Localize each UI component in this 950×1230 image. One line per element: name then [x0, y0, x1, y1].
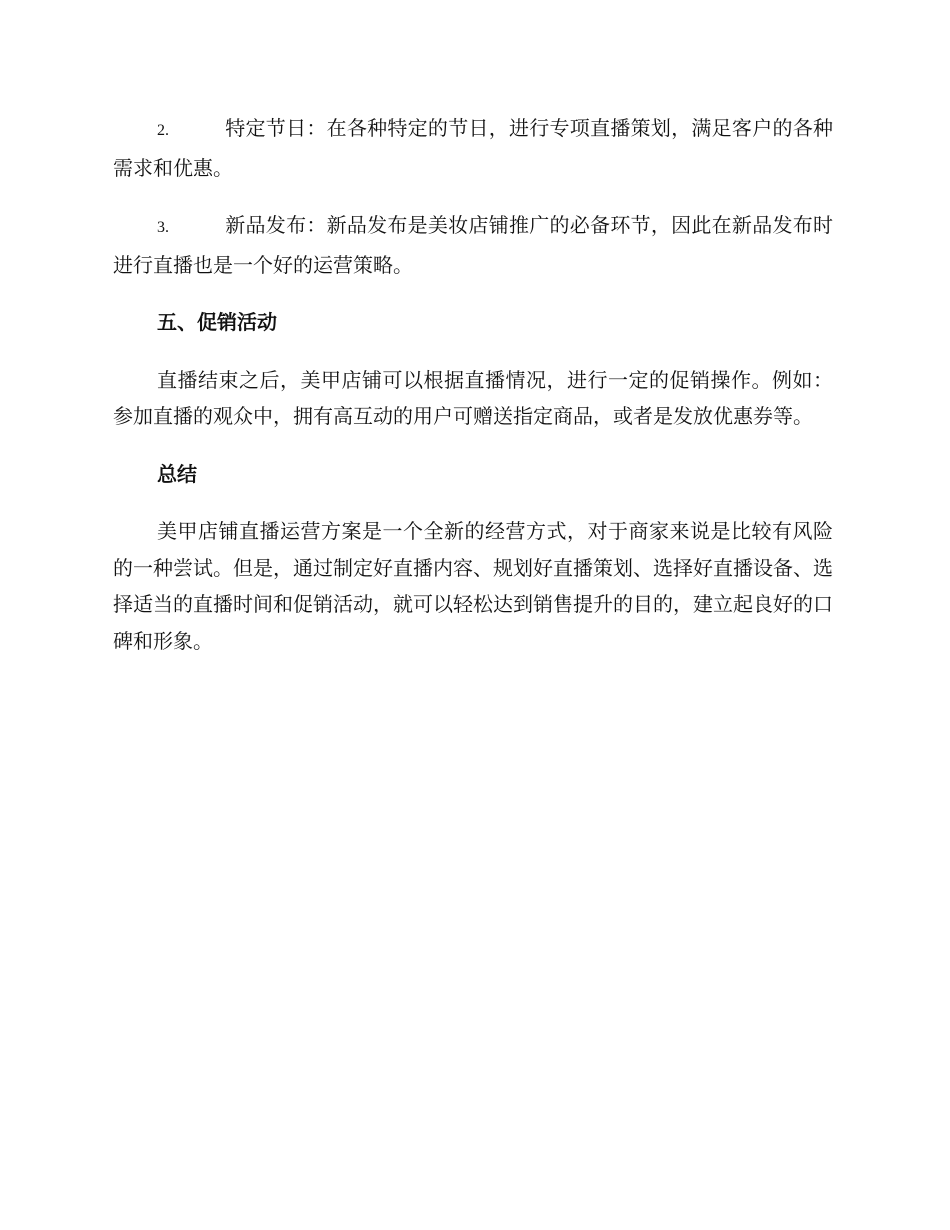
- list-item-text: 新品发布：新品发布是美妆店铺推广的必备环节，因此在新品发布时进行直播也是一个好的运营策略。: [113, 213, 833, 277]
- list-number: 3.: [157, 219, 169, 236]
- section-heading-promotion: 五、促销活动: [157, 310, 277, 334]
- list-item-text: 特定节日：在各种特定的节日，进行专项直播策划，满足客户的各种需求和优惠。: [113, 116, 833, 180]
- section-body-summary: 美甲店铺直播运营方案是一个全新的经营方式，对于商家来说是比较有风险的一种尝试。但是，通过制定好直播内容、规划好直播策划、选择好直播设备、选择适当的直播时间和促销活动，就可以轻松达到销售提升的目的，建立起良好的口碑和形象。: [113, 519, 833, 653]
- section-body-promotion: 直播结束之后，美甲店铺可以根据直播情况，进行一定的促销操作。例如：参加直播的观众中，拥有高互动的用户可赠送指定商品，或者是发放优惠券等。: [113, 367, 833, 428]
- list-item-3: [113, 207, 833, 283]
- section-heading-summary: 总结: [157, 461, 197, 486]
- list-item-2: [113, 110, 833, 186]
- list-number: 2.: [157, 122, 169, 139]
- document-page: [113, 110, 833, 680]
